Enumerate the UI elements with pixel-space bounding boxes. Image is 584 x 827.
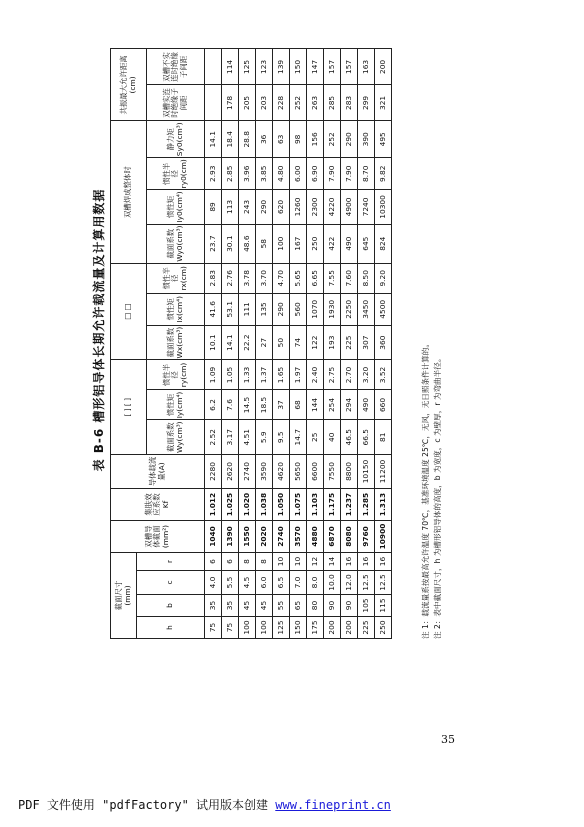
- table-cell: 89: [205, 190, 222, 224]
- ry-header: 惯性半径ry(cm): [147, 360, 205, 390]
- table-cell: [205, 49, 222, 85]
- table-cell: 30.1: [222, 224, 239, 263]
- group-d-header: 共振最大允许距离(cm): [111, 49, 147, 121]
- table-cell: 111: [239, 293, 256, 325]
- table-cell: 7.90: [324, 158, 341, 190]
- table-cell: 254: [324, 390, 341, 420]
- table-cell: 7550: [324, 455, 341, 489]
- table-cell: 250: [375, 617, 392, 639]
- table-cell: 4.51: [239, 420, 256, 455]
- table-cell: 1.237: [341, 489, 358, 521]
- table-cell: 135: [256, 293, 273, 325]
- table-row: [273, 49, 290, 639]
- table-cell: 225: [358, 617, 375, 639]
- table-cell: 3.78: [239, 263, 256, 293]
- table-cell: 139: [273, 49, 290, 85]
- ry0-header: 惯性半径ry0(cm): [147, 158, 205, 190]
- table-cell: 9.82: [375, 158, 392, 190]
- table-cell: 16: [358, 553, 375, 571]
- table-cell: 390: [358, 121, 375, 158]
- table-cell: 6.5: [273, 571, 290, 595]
- table-cell: 105: [358, 595, 375, 617]
- note-1: 注 1：载流量系按最高允许温度 70℃，基准环境温度 25℃，无风，无日照条件计算的。: [421, 339, 430, 639]
- r-header: r: [137, 553, 205, 571]
- table-cell: 1.020: [239, 489, 256, 521]
- table-row: [222, 49, 239, 639]
- table-cell: 6: [222, 553, 239, 571]
- table-cell: 263: [307, 85, 324, 121]
- table-cell: 4620: [273, 455, 290, 489]
- table-cell: 1.05: [222, 360, 239, 390]
- table-cell: 1.37: [256, 360, 273, 390]
- table-cell: 14.7: [290, 420, 307, 455]
- table-cell: 2.93: [205, 158, 222, 190]
- table-cell: 7.55: [324, 263, 341, 293]
- wy0-header: 截面系数Wy0(cm³): [147, 224, 205, 263]
- table-cell: 7240: [358, 190, 375, 224]
- table-cell: 252: [324, 121, 341, 158]
- table-cell: 150: [290, 49, 307, 85]
- table-cell: 1040: [205, 521, 222, 553]
- table-cell: 205: [239, 85, 256, 121]
- table-cell: 1.025: [222, 489, 239, 521]
- table-cell: 10.1: [205, 325, 222, 360]
- table-cell: 10: [273, 553, 290, 571]
- table-cell: 1.050: [273, 489, 290, 521]
- table-cell: 490: [358, 390, 375, 420]
- pdf-footer: [18, 796, 391, 813]
- table-cell: 290: [256, 190, 273, 224]
- table-cell: 3450: [358, 293, 375, 325]
- table-cell: 75: [222, 617, 239, 639]
- table-cell: 6: [205, 553, 222, 571]
- table-cell: 114: [222, 49, 239, 85]
- table-cell: 4500: [375, 293, 392, 325]
- table-cell: 66.5: [358, 420, 375, 455]
- table-cell: 1.09: [205, 360, 222, 390]
- table-cell: 11200: [375, 455, 392, 489]
- table-cell: 80: [307, 595, 324, 617]
- table-cell: 16: [375, 553, 392, 571]
- table-cell: 100: [256, 617, 273, 639]
- table-cell: 1390: [222, 521, 239, 553]
- table-cell: 35: [222, 595, 239, 617]
- table-cell: 8.50: [358, 263, 375, 293]
- table-cell: 74: [290, 325, 307, 360]
- table-cell: 620: [273, 190, 290, 224]
- table-cell: 252: [290, 85, 307, 121]
- table-cell: 3.70: [256, 263, 273, 293]
- table-cell: 50: [273, 325, 290, 360]
- table-cell: 12.5: [375, 571, 392, 595]
- table-cell: 178: [222, 85, 239, 121]
- group-c-header: 双槽焊成整体时: [111, 121, 147, 263]
- table-cell: 18.5: [256, 390, 273, 420]
- table-cell: 307: [358, 325, 375, 360]
- sy0-header: 静力矩Sy0(cm³): [147, 121, 205, 158]
- dims-header: 截面尺寸 (mm): [111, 553, 137, 639]
- table-cell: 2.52: [205, 420, 222, 455]
- table-cell: 660: [375, 390, 392, 420]
- table-cell: [205, 85, 222, 121]
- table-row: [375, 49, 392, 639]
- table-cell: 2.70: [341, 360, 358, 390]
- group-a-header: [ ] [ ]: [111, 360, 147, 455]
- table-cell: 2.85: [222, 158, 239, 190]
- table-cell: 2020: [256, 521, 273, 553]
- table-cell: 22.2: [239, 325, 256, 360]
- table-cell: 4.5: [239, 571, 256, 595]
- table-cell: 113: [222, 190, 239, 224]
- table-cell: 3.52: [375, 360, 392, 390]
- table-cell: 10150: [358, 455, 375, 489]
- table-cell: 58: [256, 224, 273, 263]
- table-cell: 35: [205, 595, 222, 617]
- table-cell: 14: [324, 553, 341, 571]
- table-cell: 1.33: [239, 360, 256, 390]
- table-cell: 125: [273, 617, 290, 639]
- table-cell: 290: [273, 293, 290, 325]
- table-cell: 422: [324, 224, 341, 263]
- table-cell: 123: [256, 49, 273, 85]
- table-cell: 36: [256, 121, 273, 158]
- table-cell: 4900: [341, 190, 358, 224]
- table-cell: 5.9: [256, 420, 273, 455]
- table-cell: 2620: [222, 455, 239, 489]
- table-cell: 1.038: [256, 489, 273, 521]
- table-cell: 163: [358, 49, 375, 85]
- table-cell: 243: [239, 190, 256, 224]
- table-cell: 45: [239, 595, 256, 617]
- table-cell: 250: [307, 224, 324, 263]
- footer-text: PDF 文件使用 "pdfFactory" 试用版本创建: [18, 798, 276, 812]
- table-cell: 4.70: [273, 263, 290, 293]
- table-cell: 147: [307, 49, 324, 85]
- table-cell: 48.6: [239, 224, 256, 263]
- table-cell: 18.4: [222, 121, 239, 158]
- table-row: [307, 49, 324, 639]
- area-header: 双槽导体截面(mm²): [111, 521, 205, 553]
- table-cell: 37: [273, 390, 290, 420]
- table-cell: 7.0: [290, 571, 307, 595]
- table-cell: 8080: [341, 521, 358, 553]
- table-cell: 2280: [205, 455, 222, 489]
- table-cell: 2.40: [307, 360, 324, 390]
- table-cell: 16: [341, 553, 358, 571]
- table-cell: 1930: [324, 293, 341, 325]
- table-cell: 150: [290, 617, 307, 639]
- table-cell: 225: [341, 325, 358, 360]
- table-cell: 1070: [307, 293, 324, 325]
- note-2: 注 2：表中截面尺寸，h 为槽形铝导体的高度，b 为宽度，c 为壁厚，r 为弯曲半径。: [433, 354, 443, 639]
- table-cell: 4.0: [205, 571, 222, 595]
- table-cell: 200: [341, 617, 358, 639]
- table-cell: 25: [307, 420, 324, 455]
- table-cell: 9.5: [273, 420, 290, 455]
- table-cell: 12.5: [358, 571, 375, 595]
- table-cell: 125: [239, 49, 256, 85]
- ix-header: 惯性矩Ix(cm⁴): [147, 293, 205, 325]
- b-header: b: [137, 595, 205, 617]
- table-cell: 285: [324, 85, 341, 121]
- table-row: [358, 49, 375, 639]
- table-notes: [420, 340, 444, 639]
- table-cell: 8.70: [358, 158, 375, 190]
- table-cell: 360: [375, 325, 392, 360]
- table-cell: 3.85: [256, 158, 273, 190]
- table-cell: 1.012: [205, 489, 222, 521]
- table-cell: 98: [290, 121, 307, 158]
- current-header: 导体载流量(A): [111, 455, 205, 489]
- table-cell: 3.17: [222, 420, 239, 455]
- table-cell: 53.1: [222, 293, 239, 325]
- table-cell: 1550: [239, 521, 256, 553]
- table-cell: 1.285: [358, 489, 375, 521]
- table-cell: 14.1: [205, 121, 222, 158]
- table-cell: 1.313: [375, 489, 392, 521]
- table-cell: 193: [324, 325, 341, 360]
- table-cell: 3590: [256, 455, 273, 489]
- table-cell: 157: [324, 49, 341, 85]
- table-cell: 8: [256, 553, 273, 571]
- table-cell: 5.5: [222, 571, 239, 595]
- kf-header: 集肤效应系数Kf: [111, 489, 205, 521]
- table-cell: 68: [290, 390, 307, 420]
- table-row: [290, 49, 307, 639]
- table-cell: 10900: [375, 521, 392, 553]
- table-cell: 8: [239, 553, 256, 571]
- table-cell: 9.20: [375, 263, 392, 293]
- table-cell: 75: [205, 617, 222, 639]
- table-title: 表 B-6 槽形铝导体长期允许载流量及计算用数据: [92, 188, 106, 472]
- table-cell: 10: [290, 553, 307, 571]
- table-row: [205, 49, 222, 639]
- table-cell: 1.65: [273, 360, 290, 390]
- table-cell: 3.96: [239, 158, 256, 190]
- table-cell: 5650: [290, 455, 307, 489]
- table-cell: 2.83: [205, 263, 222, 293]
- table-cell: 27: [256, 325, 273, 360]
- table-cell: 299: [358, 85, 375, 121]
- h-header: h: [137, 617, 205, 639]
- table-cell: 228: [273, 85, 290, 121]
- wx-header: 截面系数Wx(cm³): [147, 325, 205, 360]
- rx-header: 惯性半径rx(cm): [147, 263, 205, 293]
- table-cell: 645: [358, 224, 375, 263]
- table-cell: 6.0: [256, 571, 273, 595]
- table-cell: 6870: [324, 521, 341, 553]
- table-cell: 115: [375, 595, 392, 617]
- table-cell: 290: [341, 121, 358, 158]
- table-cell: 122: [307, 325, 324, 360]
- table-cell: 8800: [341, 455, 358, 489]
- table-row: [256, 49, 273, 639]
- table-cell: 1.97: [290, 360, 307, 390]
- table-cell: 2250: [341, 293, 358, 325]
- table-cell: 2740: [239, 455, 256, 489]
- table-cell: 1.175: [324, 489, 341, 521]
- page-number: 35: [441, 733, 455, 746]
- table-cell: 495: [375, 121, 392, 158]
- table-cell: 55: [273, 595, 290, 617]
- table-cell: 8.0: [307, 571, 324, 595]
- table-cell: 200: [324, 617, 341, 639]
- table-cell: 294: [341, 390, 358, 420]
- table-cell: 6600: [307, 455, 324, 489]
- table-cell: 14.5: [239, 390, 256, 420]
- table-cell: 4880: [307, 521, 324, 553]
- table-cell: 10300: [375, 190, 392, 224]
- iy0-header: 惯性矩Iy0(cm⁴): [147, 190, 205, 224]
- table-cell: 28.8: [239, 121, 256, 158]
- table-cell: 100: [273, 224, 290, 263]
- table-cell: 283: [341, 85, 358, 121]
- table-cell: 40: [324, 420, 341, 455]
- table-cell: 2.76: [222, 263, 239, 293]
- table-cell: 4.80: [273, 158, 290, 190]
- table-cell: 90: [324, 595, 341, 617]
- table-cell: 65: [290, 595, 307, 617]
- table-cell: 175: [307, 617, 324, 639]
- table-cell: 490: [341, 224, 358, 263]
- table-cell: 5.65: [290, 263, 307, 293]
- table-cell: 9760: [358, 521, 375, 553]
- table-cell: 3.20: [358, 360, 375, 390]
- table-cell: 12: [307, 553, 324, 571]
- table-cell: 41.6: [205, 293, 222, 325]
- table-cell: 156: [307, 121, 324, 158]
- table-cell: 7.90: [341, 158, 358, 190]
- c-header: c: [137, 571, 205, 595]
- iy-header: 惯性矩Iy(cm⁴): [147, 390, 205, 420]
- table-cell: 321: [375, 85, 392, 121]
- table-cell: 1.103: [307, 489, 324, 521]
- rotated-page-content: [90, 15, 470, 645]
- table-cell: 1260: [290, 190, 307, 224]
- table-cell: 6.00: [290, 158, 307, 190]
- table-row: [324, 49, 341, 639]
- table-cell: 3570: [290, 521, 307, 553]
- table-cell: 200: [375, 49, 392, 85]
- table-cell: 100: [239, 617, 256, 639]
- wy-header: 截面系数Wy(cm³): [147, 420, 205, 455]
- table-cell: 45: [256, 595, 273, 617]
- table-cell: 7.6: [222, 390, 239, 420]
- table-cell: 90: [341, 595, 358, 617]
- table-cell: 14.1: [222, 325, 239, 360]
- table-cell: 12.0: [341, 571, 358, 595]
- table-row: [341, 49, 358, 639]
- group-b-header: □ □: [111, 263, 147, 360]
- table-cell: 2300: [307, 190, 324, 224]
- table-cell: 144: [307, 390, 324, 420]
- table-cell: 824: [375, 224, 392, 263]
- table-cell: 46.5: [341, 420, 358, 455]
- table-cell: 7.60: [341, 263, 358, 293]
- table-cell: 63: [273, 121, 290, 158]
- footer-link[interactable]: www.fineprint.cn: [275, 798, 391, 812]
- spacing-solid-header: 双槽实连时绝缘子间距: [147, 85, 205, 121]
- table-cell: 6.2: [205, 390, 222, 420]
- table-cell: 6.65: [307, 263, 324, 293]
- table-cell: 167: [290, 224, 307, 263]
- table-cell: 4220: [324, 190, 341, 224]
- table-cell: 1.075: [290, 489, 307, 521]
- table-cell: 10.0: [324, 571, 341, 595]
- table-cell: 23.7: [205, 224, 222, 263]
- table-cell: 81: [375, 420, 392, 455]
- table-cell: 157: [341, 49, 358, 85]
- table-cell: 203: [256, 85, 273, 121]
- table-cell: 6.90: [307, 158, 324, 190]
- table-cell: 2740: [273, 521, 290, 553]
- table-cell: 560: [290, 293, 307, 325]
- table-row: [239, 49, 256, 639]
- spacing-loose-header: 双槽不实连时绝缘子间距: [147, 49, 205, 85]
- data-table: [110, 48, 392, 639]
- table-cell: 2.75: [324, 360, 341, 390]
